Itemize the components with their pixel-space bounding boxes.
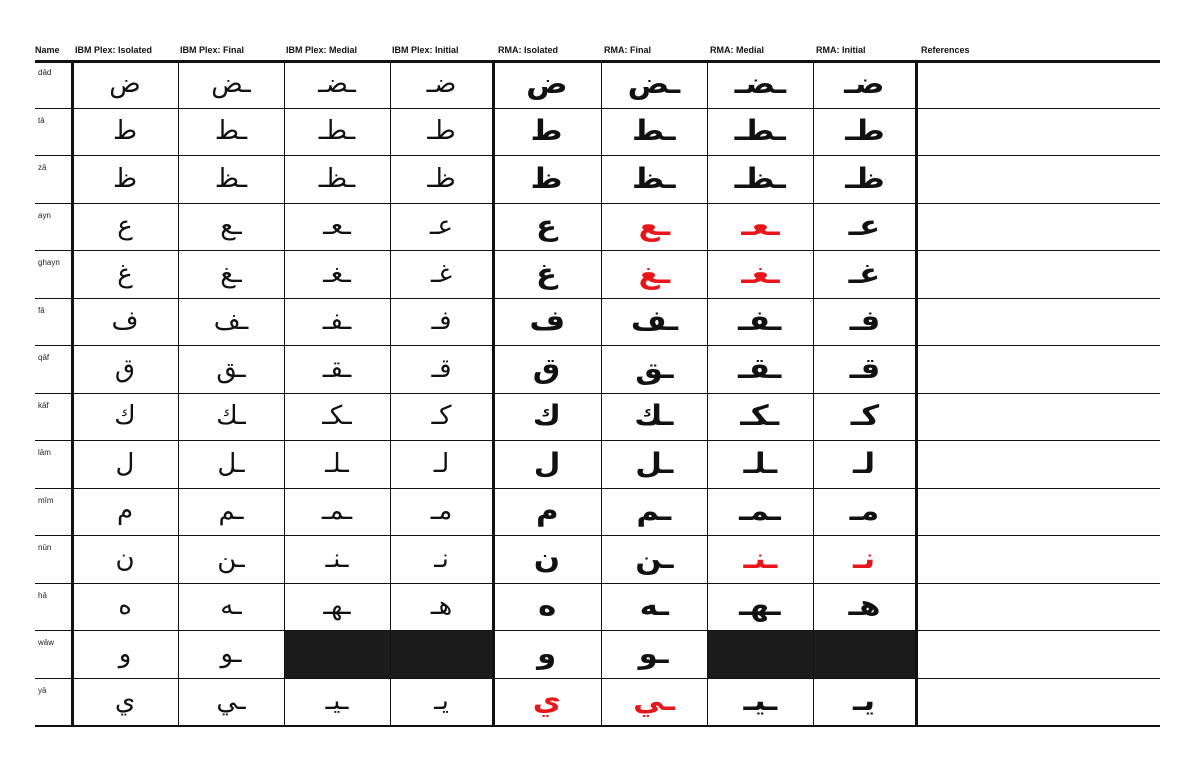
rma-glyph-cell [813, 583, 916, 631]
plex-glyph: م [116, 496, 134, 527]
rma-glyph-cell [707, 535, 813, 583]
rma-glyph-cell [813, 488, 916, 536]
rma-glyph: يـ [853, 684, 876, 718]
plex-glyph-cell [72, 345, 178, 393]
plex-glyph: ـك [216, 401, 246, 432]
plex-glyph: ـهـ [323, 591, 351, 622]
plex-glyph: ـقـ [322, 353, 352, 384]
plex-glyph-cell [284, 678, 390, 726]
rma-glyph: و [537, 636, 557, 670]
plex-glyph-cell [72, 250, 178, 298]
plex-glyph: ك [114, 401, 136, 432]
row-label: kāf [38, 400, 49, 410]
plex-glyph: ـو [220, 638, 242, 669]
plex-glyph-cell [284, 203, 390, 251]
plex-glyph-cell [178, 345, 284, 393]
header-plex-medial: IBM Plex: Medial [286, 45, 358, 55]
column-divider [390, 60, 391, 726]
column-divider [492, 60, 495, 726]
plex-glyph: نـ [434, 543, 449, 574]
plex-glyph-cell [72, 630, 178, 678]
row-label: fā [38, 305, 45, 315]
plex-glyph: ـعـ [323, 211, 351, 242]
plex-glyph-cell [390, 393, 493, 441]
rma-glyph: ـكـ [740, 399, 780, 433]
rma-glyph-cell [601, 678, 707, 726]
rma-glyph: ف [529, 304, 565, 338]
rma-glyph-cell [813, 298, 916, 346]
plex-glyph-cell [284, 488, 390, 536]
plex-glyph-cell [390, 583, 493, 631]
plex-glyph-cell [72, 535, 178, 583]
blank-cell [285, 631, 493, 678]
plex-glyph-cell [284, 393, 390, 441]
rma-glyph-cell [493, 535, 601, 583]
rma-glyph: كـ [850, 399, 879, 433]
rma-glyph: ـمـ [739, 494, 781, 528]
rma-glyph-cell [493, 488, 601, 536]
rma-glyph: ل [533, 446, 561, 480]
plex-glyph: ـظـ [318, 163, 356, 194]
row-divider [35, 108, 1160, 109]
plex-glyph-cell [178, 60, 284, 108]
rma-glyph: ـعـ [740, 209, 780, 243]
rma-glyph-cell [601, 488, 707, 536]
plex-glyph-cell [284, 250, 390, 298]
rma-glyph-cell [493, 678, 601, 726]
rma-glyph: ظ [530, 161, 564, 195]
rma-glyph: ـظـ [734, 161, 786, 195]
rma-glyph: ـظ [632, 161, 676, 195]
rma-glyph-cell [601, 583, 707, 631]
plex-glyph-cell [178, 250, 284, 298]
rma-glyph-cell [707, 345, 813, 393]
plex-glyph: ع [117, 211, 133, 242]
plex-glyph: ـض [211, 68, 251, 99]
rma-glyph-cell [707, 250, 813, 298]
rma-glyph: ـف [630, 304, 678, 338]
rma-glyph: ـن [634, 541, 674, 575]
rma-glyph-cell [493, 108, 601, 156]
row-divider [35, 488, 1160, 489]
rma-glyph: ـع [638, 209, 670, 243]
row-divider [35, 440, 1160, 441]
rma-glyph: ـهـ [739, 589, 781, 623]
plex-glyph: ـف [213, 306, 249, 337]
plex-glyph: طـ [427, 116, 456, 147]
rma-glyph-cell [493, 250, 601, 298]
rma-glyph: مـ [849, 494, 880, 528]
plex-glyph-cell [284, 108, 390, 156]
rma-glyph-cell [813, 440, 916, 488]
plex-glyph-cell [284, 60, 390, 108]
plex-glyph: ف [111, 306, 139, 337]
rma-glyph-cell [493, 583, 601, 631]
plex-glyph: قـ [431, 353, 452, 384]
plex-glyph: ـطـ [318, 116, 356, 147]
rma-glyph-cell [601, 345, 707, 393]
plex-glyph: ـنـ [325, 543, 349, 574]
rma-glyph-cell [707, 155, 813, 203]
rma-glyph: هـ [848, 589, 881, 623]
plex-glyph: ـق [216, 353, 246, 384]
rma-glyph-cell [707, 60, 813, 108]
rma-glyph-cell [493, 298, 601, 346]
rma-glyph-cell [707, 203, 813, 251]
rma-glyph-cell [601, 393, 707, 441]
rma-glyph: ـك [634, 399, 674, 433]
plex-glyph: ط [112, 116, 138, 147]
plex-glyph: ي [114, 686, 136, 717]
rma-glyph-cell [601, 298, 707, 346]
plex-glyph-cell [72, 488, 178, 536]
plex-glyph: ن [115, 543, 135, 574]
plex-glyph-cell [390, 345, 493, 393]
rma-glyph: ـيـ [743, 684, 777, 718]
rma-glyph-cell [813, 250, 916, 298]
rma-glyph: ـل [634, 446, 674, 480]
plex-glyph-cell [178, 488, 284, 536]
plex-glyph: ـع [220, 211, 242, 242]
rma-glyph: غـ [848, 256, 881, 290]
plex-glyph: ـل [217, 448, 245, 479]
plex-glyph: ـغـ [323, 258, 351, 289]
header-rma-final: RMA: Final [604, 45, 651, 55]
rma-glyph: ـطـ [734, 114, 786, 148]
plex-glyph-cell [72, 393, 178, 441]
rma-glyph-cell [493, 630, 601, 678]
rma-glyph-cell [813, 393, 916, 441]
row-label: zā [38, 163, 47, 172]
row-divider [35, 630, 1160, 631]
bottom-rule [35, 725, 1160, 727]
rma-glyph-cell [601, 155, 707, 203]
rma-glyph: طـ [844, 114, 885, 148]
row-divider [35, 535, 1160, 536]
rma-glyph: ك [532, 399, 562, 433]
rma-glyph-cell [601, 203, 707, 251]
rma-glyph: فـ [849, 304, 880, 338]
row-label: qāf [38, 353, 50, 362]
plex-glyph-cell [72, 60, 178, 108]
blank-cell [708, 631, 916, 678]
rma-glyph: ض [526, 66, 568, 100]
rma-glyph: ي [532, 684, 562, 718]
plex-glyph: عـ [429, 211, 454, 242]
plex-glyph: ق [114, 353, 136, 384]
rma-glyph: ق [533, 351, 561, 385]
row-label: wāw [38, 638, 55, 647]
plex-glyph: ـن [217, 543, 245, 574]
plex-glyph-cell [284, 155, 390, 203]
rma-glyph-cell [493, 155, 601, 203]
row-label: nūn [38, 543, 52, 552]
rma-glyph: لـ [853, 446, 876, 480]
plex-glyph-cell [178, 155, 284, 203]
row-divider [35, 678, 1160, 679]
column-divider [707, 60, 708, 726]
plex-glyph: هـ [430, 591, 453, 622]
rma-glyph-cell [813, 60, 916, 108]
plex-glyph-cell [284, 535, 390, 583]
row-label: mīm [38, 495, 54, 505]
plex-glyph-cell [72, 678, 178, 726]
rma-glyph-cell [707, 488, 813, 536]
header-plex-isolated: IBM Plex: Isolated [75, 45, 153, 55]
plex-glyph-cell [284, 345, 390, 393]
rma-glyph-cell [601, 250, 707, 298]
plex-glyph: ـظ [214, 163, 248, 194]
rma-glyph: ـغ [638, 256, 670, 290]
rma-glyph: ـه [639, 589, 669, 623]
rma-glyph-cell [707, 583, 813, 631]
rma-glyph: م [535, 494, 559, 528]
plex-glyph: ض [109, 68, 141, 99]
row-divider [35, 393, 1160, 394]
plex-glyph-cell [390, 678, 493, 726]
plex-glyph-cell [284, 298, 390, 346]
rma-glyph: ـفـ [738, 304, 782, 338]
row-divider [35, 345, 1160, 346]
plex-glyph: ـفـ [322, 306, 352, 337]
rma-glyph-cell [813, 155, 916, 203]
rma-glyph: ع [536, 209, 558, 243]
plex-glyph: ـغ [220, 258, 242, 289]
plex-glyph-cell [390, 108, 493, 156]
column-divider [178, 60, 179, 726]
plex-glyph-cell [390, 440, 493, 488]
plex-glyph-cell [72, 155, 178, 203]
rma-glyph-cell [601, 60, 707, 108]
rma-glyph: ـلـ [743, 446, 777, 480]
plex-glyph-cell [178, 393, 284, 441]
rma-glyph: غ [536, 256, 558, 290]
plex-glyph-cell [390, 203, 493, 251]
plex-glyph-cell [390, 155, 493, 203]
row-label: hā [38, 590, 47, 600]
rma-glyph-cell [707, 298, 813, 346]
plex-glyph-cell [178, 108, 284, 156]
row-label: ghayn [38, 258, 60, 267]
rma-glyph: ن [533, 541, 561, 575]
rma-glyph-cell [493, 440, 601, 488]
plex-glyph-cell [390, 488, 493, 536]
rma-glyph-cell [813, 203, 916, 251]
plex-glyph-cell [178, 440, 284, 488]
plex-glyph: ل [115, 448, 135, 479]
rma-glyph: ـو [639, 636, 669, 670]
rma-glyph: ـق [634, 351, 674, 385]
plex-glyph: كـ [431, 401, 452, 432]
row-label: ayn [38, 210, 51, 220]
rma-glyph-cell [813, 535, 916, 583]
rma-glyph-cell [601, 535, 707, 583]
rma-glyph: ـنـ [743, 541, 777, 575]
row-divider [35, 250, 1160, 251]
row-divider [35, 155, 1160, 156]
plex-glyph: يـ [434, 686, 449, 717]
rma-glyph: قـ [849, 351, 880, 385]
plex-glyph: ـلـ [325, 448, 349, 479]
row-divider [35, 583, 1160, 584]
rma-glyph: ه [537, 589, 557, 623]
rma-glyph-cell [601, 630, 707, 678]
plex-glyph-cell [284, 440, 390, 488]
row-label: yā [38, 685, 47, 695]
rma-glyph: ظـ [844, 161, 885, 195]
plex-glyph: ظـ [427, 163, 456, 194]
plex-glyph: ـم [218, 496, 244, 527]
rma-glyph-cell [601, 108, 707, 156]
rma-glyph-cell [493, 345, 601, 393]
rma-glyph: ـي [633, 684, 675, 718]
plex-glyph-cell [72, 298, 178, 346]
plex-glyph: مـ [430, 496, 453, 527]
row-divider [35, 203, 1160, 204]
rma-glyph-cell [707, 440, 813, 488]
plex-glyph: ظ [112, 163, 138, 194]
column-divider [813, 60, 814, 726]
plex-glyph: لـ [433, 448, 450, 479]
plex-glyph: ـه [220, 591, 242, 622]
rma-glyph-cell [493, 60, 601, 108]
rma-glyph-cell [813, 345, 916, 393]
plex-glyph-cell [390, 298, 493, 346]
column-divider [601, 60, 602, 726]
plex-glyph-cell [178, 678, 284, 726]
header-rma-initial: RMA: Initial [816, 45, 866, 55]
rma-glyph: نـ [853, 541, 876, 575]
plex-glyph-cell [178, 203, 284, 251]
plex-glyph-cell [72, 583, 178, 631]
rma-glyph-cell [601, 440, 707, 488]
plex-glyph: ضـ [426, 68, 457, 99]
plex-glyph-cell [390, 535, 493, 583]
plex-glyph: ـط [214, 116, 248, 147]
rma-glyph: ضـ [844, 66, 885, 100]
plex-glyph: ـمـ [321, 496, 353, 527]
plex-glyph-cell [72, 108, 178, 156]
rma-glyph-cell [813, 108, 916, 156]
rma-glyph-cell [707, 678, 813, 726]
rma-glyph: ط [530, 114, 564, 148]
column-divider [284, 60, 285, 726]
row-divider [35, 298, 1160, 299]
plex-glyph: ـي [216, 686, 246, 717]
rma-glyph: ـض [627, 66, 681, 100]
plex-glyph: فـ [431, 306, 452, 337]
plex-glyph-cell [390, 60, 493, 108]
rma-glyph: ـقـ [738, 351, 782, 385]
plex-glyph: غ [117, 258, 133, 289]
row-label: tā [38, 115, 45, 125]
header-rule [35, 60, 1160, 63]
header-references: References [921, 45, 970, 55]
column-divider [71, 60, 74, 726]
rma-glyph: ـغـ [740, 256, 780, 290]
rma-glyph: ـط [632, 114, 676, 148]
header-rma-isolated: RMA: Isolated [498, 45, 559, 55]
header-rma-medial: RMA: Medial [710, 45, 764, 55]
header-plex-initial: IBM Plex: Initial [392, 45, 459, 55]
rma-glyph: ـضـ [734, 66, 786, 100]
rma-glyph-cell [493, 393, 601, 441]
rma-glyph-cell [707, 393, 813, 441]
rma-glyph-cell [813, 678, 916, 726]
rma-glyph: ـم [636, 494, 672, 528]
plex-glyph-cell [178, 535, 284, 583]
plex-glyph: ـيـ [325, 686, 349, 717]
plex-glyph: ـكـ [322, 401, 352, 432]
header-plex-final: IBM Plex: Final [180, 45, 245, 55]
row-label: dād [38, 68, 52, 77]
plex-glyph: ه [118, 591, 132, 622]
plex-glyph-cell [284, 583, 390, 631]
plex-glyph: غـ [430, 258, 453, 289]
rma-glyph-cell [707, 108, 813, 156]
plex-glyph-cell [178, 298, 284, 346]
plex-glyph-cell [72, 440, 178, 488]
header-name: Name [35, 45, 60, 55]
rma-glyph-cell [493, 203, 601, 251]
column-divider [915, 60, 918, 726]
rma-glyph: عـ [848, 209, 881, 243]
plex-glyph-cell [390, 250, 493, 298]
plex-glyph: ـضـ [318, 68, 356, 99]
plex-glyph-cell [178, 583, 284, 631]
row-label: lām [38, 448, 51, 457]
plex-glyph: و [118, 638, 132, 669]
plex-glyph-cell [178, 630, 284, 678]
plex-glyph-cell [72, 203, 178, 251]
